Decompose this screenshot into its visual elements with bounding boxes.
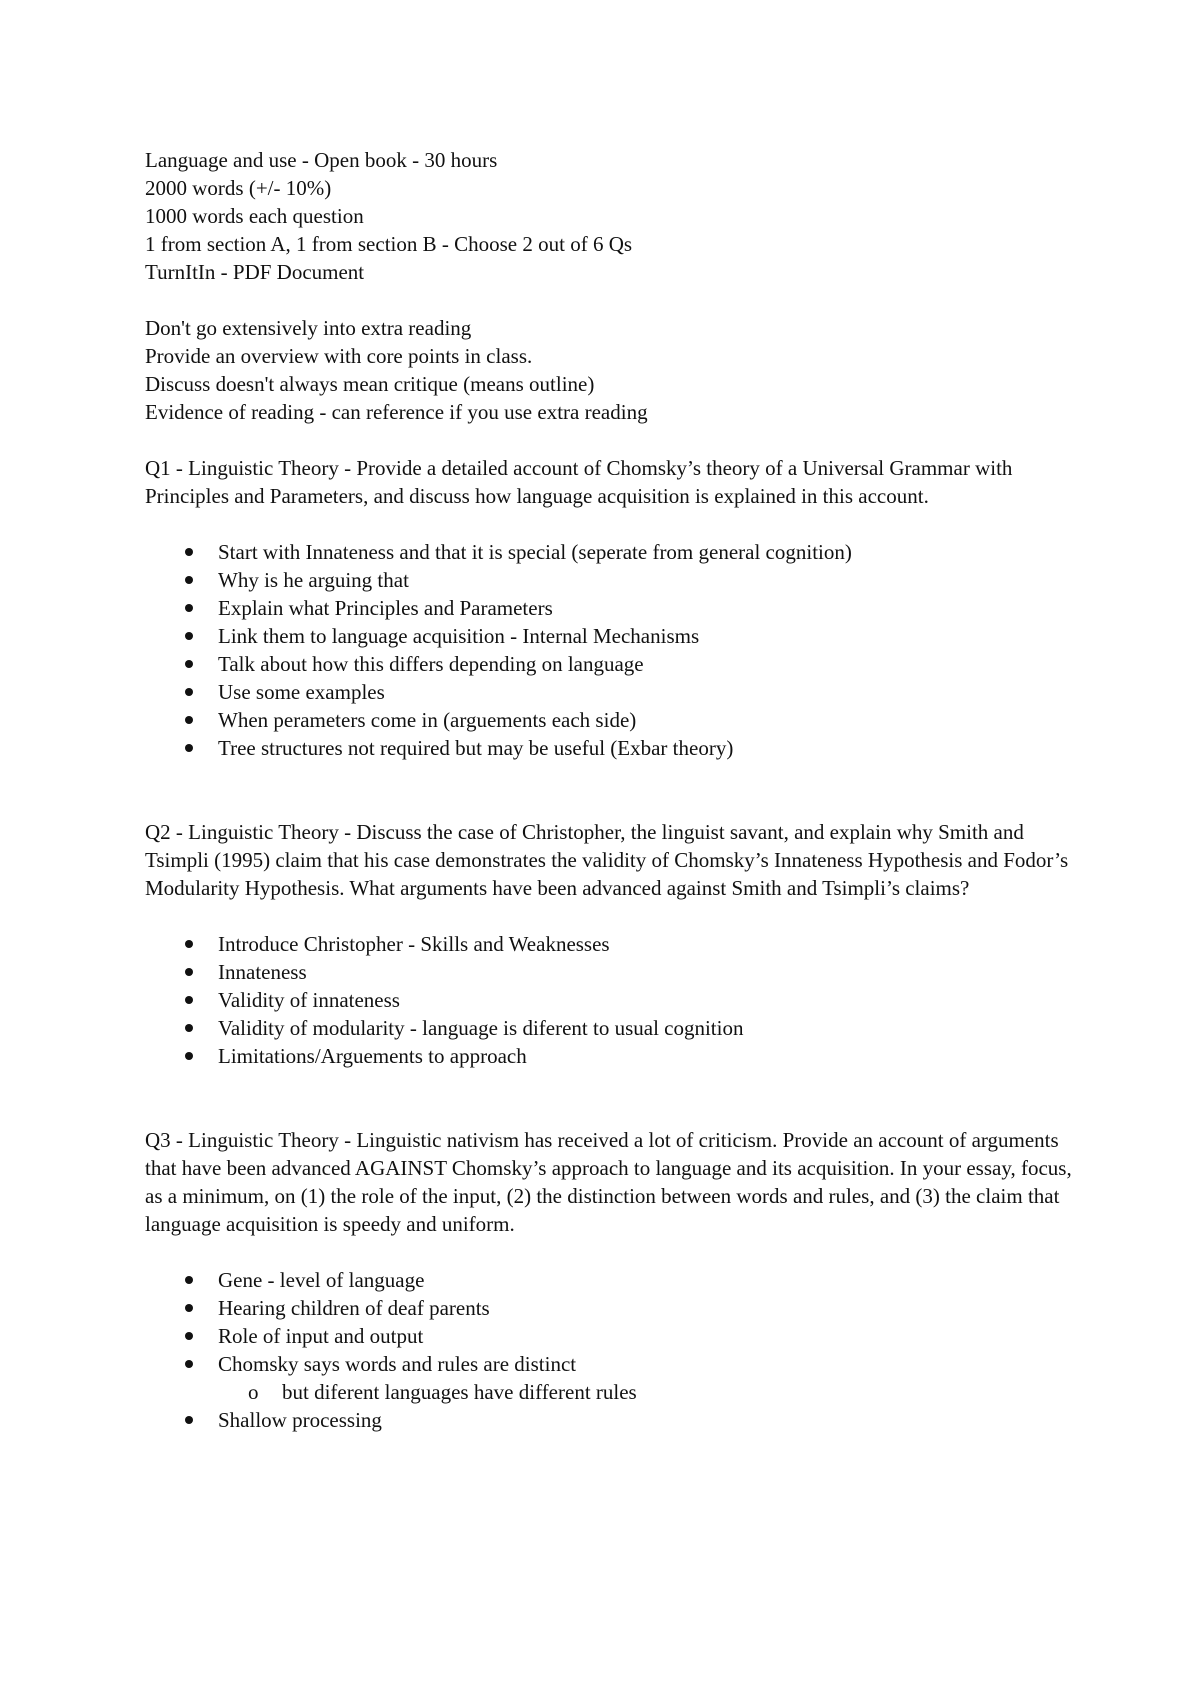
- list-item: Innateness: [145, 958, 1075, 986]
- list-item: Use some examples: [145, 678, 1075, 706]
- question-3-section: [145, 1126, 1075, 1434]
- bullet-icon: [185, 716, 193, 724]
- bullet-icon: [185, 744, 193, 752]
- header-line: 1000 words each question: [145, 204, 364, 228]
- header-line: Language and use - Open book - 30 hours: [145, 148, 498, 172]
- list-item: Hearing children of deaf parents: [145, 1294, 1075, 1322]
- header-line: TurnItIn - PDF Document: [145, 260, 365, 284]
- bullet-icon: [185, 1332, 193, 1340]
- advice-line: Don't go extensively into extra reading: [145, 316, 472, 340]
- bullet-icon: [185, 548, 193, 556]
- list-item: Validity of modularity - language is diferent to usual cognition: [145, 1014, 1075, 1042]
- advice-line: Evidence of reading - can reference if you use extra reading: [145, 400, 648, 424]
- bullet-icon: [185, 688, 193, 696]
- bullet-icon: [185, 1024, 193, 1032]
- question-1-section: [145, 454, 1075, 762]
- sub-list: [218, 1378, 1075, 1406]
- list-item: Start with Innateness and that it is special (seperate from general cognition): [145, 538, 1075, 566]
- list-item: Shallow processing: [145, 1406, 1075, 1434]
- bullet-icon: [185, 940, 193, 948]
- question-2-section: [145, 818, 1075, 1070]
- header-line: 2000 words (+/- 10%): [145, 176, 332, 200]
- sub-bullet-marker: o: [248, 1380, 259, 1404]
- question-3-bullets: [145, 1266, 1075, 1434]
- header-block: [145, 146, 1075, 286]
- list-item: Introduce Christopher - Skills and Weaknesses: [145, 930, 1075, 958]
- question-2-text: Q2 - Linguistic Theory - Discuss the case of Christopher, the linguist savant, and explain why Smith and Tsimpli (1995) claim that his case demonstrates the validity of Chomsky’s Innateness Hypothesis and Fodor’s Modularity Hypothesis. What arguments have been advanced against Smith and Tsimpli’s claims?: [145, 820, 1069, 900]
- document-content: [145, 146, 1075, 1434]
- bullet-icon: [185, 660, 193, 668]
- list-item: Why is he arguing that: [145, 566, 1075, 594]
- list-item: When perameters come in (arguements each side): [145, 706, 1075, 734]
- bullet-icon: [185, 1052, 193, 1060]
- bullet-icon: [185, 1360, 193, 1368]
- question-1-bullets: [145, 538, 1075, 762]
- list-item: Role of input and output: [145, 1322, 1075, 1350]
- list-item: Gene - level of language: [145, 1266, 1075, 1294]
- advice-block: [145, 314, 1075, 426]
- list-item: Tree structures not required but may be useful (Exbar theory): [145, 734, 1075, 762]
- sub-list-item: o but diferent languages have different rules: [248, 1380, 637, 1404]
- bullet-icon: [185, 968, 193, 976]
- advice-line: Discuss doesn't always mean critique (means outline): [145, 372, 595, 396]
- question-3-text: Q3 - Linguistic Theory - Linguistic nativism has received a lot of criticism. Provide an account of arguments that have been advanced AGAINST Chomsky’s approach to language and its acquisition. In your essay, focus, as a minimum, on (1) the role of the input, (2) the distinction between words and rules, and (3) the claim that language acquisition is speedy and uniform.: [145, 1128, 1072, 1236]
- advice-line: Provide an overview with core points in class.: [145, 344, 533, 368]
- bullet-icon: [185, 576, 193, 584]
- bullet-icon: [185, 1304, 193, 1312]
- bullet-icon: [185, 632, 193, 640]
- list-item: Explain what Principles and Parameters: [145, 594, 1075, 622]
- bullet-icon: [185, 604, 193, 612]
- list-item: Talk about how this differs depending on language: [145, 650, 1075, 678]
- header-line: 1 from section A, 1 from section B - Choose 2 out of 6 Qs: [145, 232, 633, 256]
- bullet-icon: [185, 1416, 193, 1424]
- list-item: Validity of innateness: [145, 986, 1075, 1014]
- list-item: Chomsky says words and rules are distinct o but diferent languages have different rules: [145, 1350, 1075, 1406]
- list-item: Limitations/Arguements to approach: [145, 1042, 1075, 1070]
- bullet-icon: [185, 996, 193, 1004]
- question-1-text: Q1 - Linguistic Theory - Provide a detailed account of Chomsky’s theory of a Universal Grammar with Principles and Parameters, and discuss how language acquisition is explained in this account.: [145, 456, 1013, 508]
- list-item: Link them to language acquisition - Internal Mechanisms: [145, 622, 1075, 650]
- bullet-icon: [185, 1276, 193, 1284]
- question-2-bullets: [145, 930, 1075, 1070]
